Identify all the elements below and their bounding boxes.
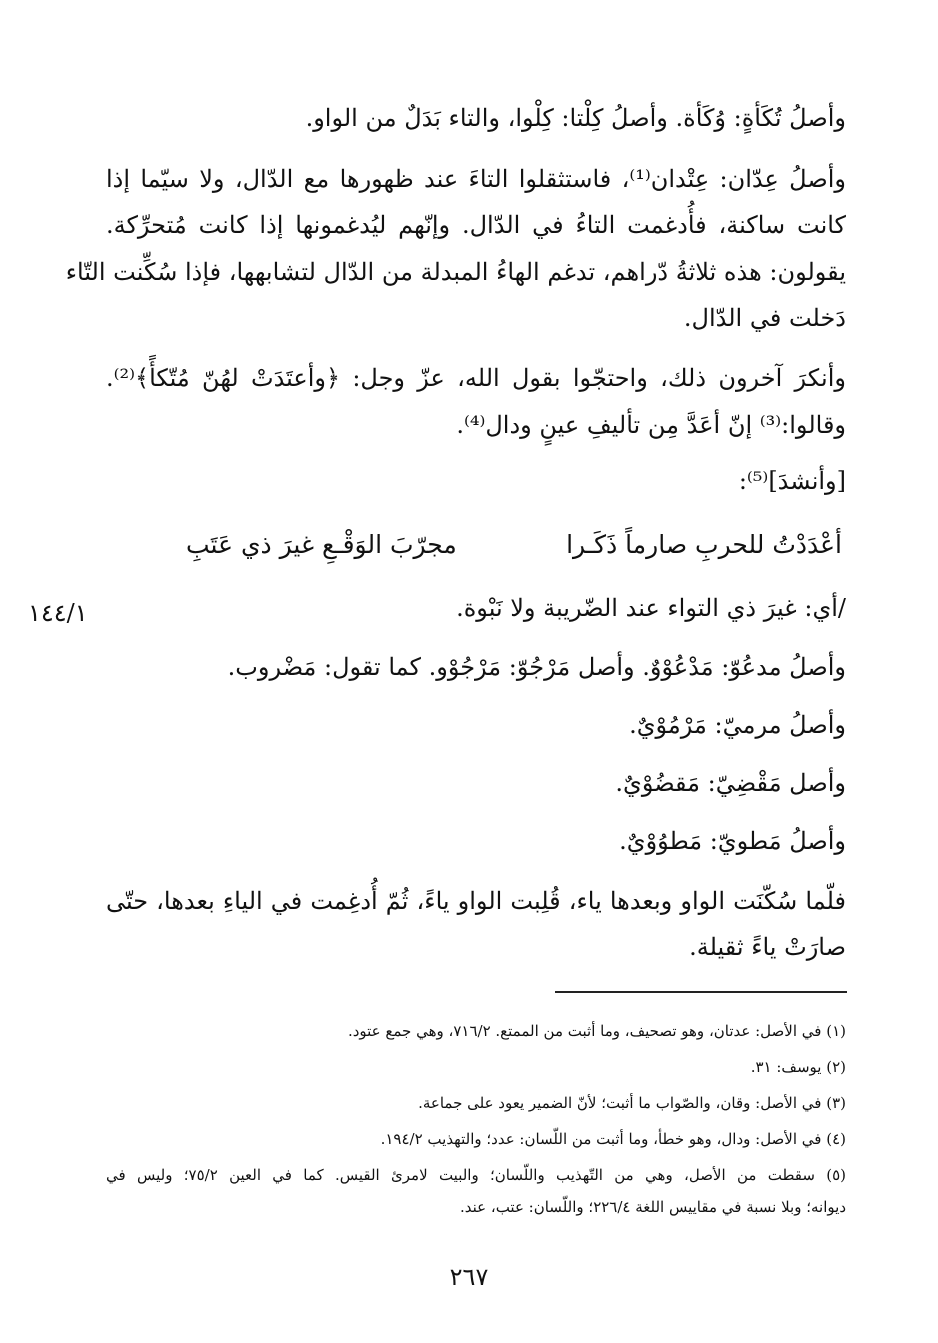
body-line: يقولون: هذه ثلاثةُ دّراهم، تدغم الهاءُ المبدلة من الدّال لتشابهها، فإذا سُكِّنت التّاء	[65, 258, 846, 286]
body-line: وأصلُ تُكَأةٍ: وُكَأة. وأصلُ كِلْتا: كِلْوا، والتاء بَدَلٌ من الواو.	[305, 104, 846, 132]
body-line: وأصل مَقْضِيّ: مَقضُوْيٌ.	[615, 769, 846, 797]
footnote-separator	[555, 991, 847, 993]
body-line: وأصلُ مرميّ: مَرْمُوْيٌ.	[629, 711, 846, 739]
verse-second-hemistich: مجرّبَ الوَقْـعِ غيرَ ذي عَتَبِ	[186, 530, 457, 559]
verse-first-hemistich: أعْدَدْتُ للحربِ صارماً ذَكَـرا	[566, 530, 842, 559]
manuscript-folio-ref: ١٤٤/١	[28, 599, 88, 627]
footnote: (١) في الأصل: عدتان، وهو تصحيف، وما أثبت من الممتع. ٧١٦/٢، وهي جمع عتود.	[347, 1022, 846, 1040]
footnote: (٥) سقطت من الأصل، وهي من التّهذيب واللّسان؛ والبيت لامرئ القيس. كما في العين ٧٥/٢؛ وليس في	[106, 1166, 846, 1184]
footnote: (٢) يوسف: ٣١.	[750, 1058, 846, 1076]
footnote-continuation: ديوانه؛ وبلا نسبة في مقاييس اللغة ٢٢٦/٤؛ واللّسان: عتب، عند.	[459, 1198, 846, 1216]
footnote: (٤) في الأصل: ودال، وهو خطأ، وما أثبت من اللّسان: عدد؛ والتهذيب ١٩٤/٢.	[380, 1130, 846, 1148]
body-line: دَخلت في الدّال.	[683, 304, 846, 332]
footnote: (٣) في الأصل: وقان، والصّواب ما أثبت؛ لأنّ الضمير يعود على جماعة.	[418, 1094, 846, 1112]
page-number: ٢٦٧	[449, 1263, 489, 1291]
body-line: صارَتْ ياءً ثقيلة.	[689, 933, 846, 961]
body-line: وأصلُ عِدّان: عِتْدان⁽¹⁾، فاستثقلوا التاءَ عند ظهورها مع الدّال، ولا سيّما إذا	[106, 165, 846, 193]
body-line: كانت ساكنة، فأُدغمت التاءُ في الدّال. وإنّهم ليُدغمونها إذا كانت مُتحرِّكة.	[106, 211, 846, 239]
body-line: وأنكرَ آخرون ذلك، واحتجّوا بقول الله، عزّ وجل: ﴿وأعتَدَتْ لهُنّ مُتّكأً﴾⁽²⁾.	[106, 364, 846, 392]
body-line: وأصلُ مدعُوّ: مَدْعُوْوٌ. وأصل مَرْجُوّ: مَرْجُوْو. كما تقول: مَضْروب.	[227, 653, 846, 681]
body-line: /أي: غيرَ ذي التواء عند الضّريبة ولا نَبْوة.	[456, 594, 846, 622]
body-line: وقالوا:⁽³⁾ إنّ أعَدَّ مِن تأليفِ عينٍ ودال⁽⁴⁾.	[456, 411, 846, 439]
body-line: [وأنشدَ]⁽⁵⁾:	[738, 467, 846, 495]
body-line: فلّما سُكّنَت الواو وبعدها ياء، قُلِبت الواو ياءً، ثُمّ أُدغِمت في الياءِ بعدها، حتّى	[106, 887, 846, 915]
body-line: وأصلُ مَطويّ: مَطوُوْيٌ.	[619, 827, 846, 855]
